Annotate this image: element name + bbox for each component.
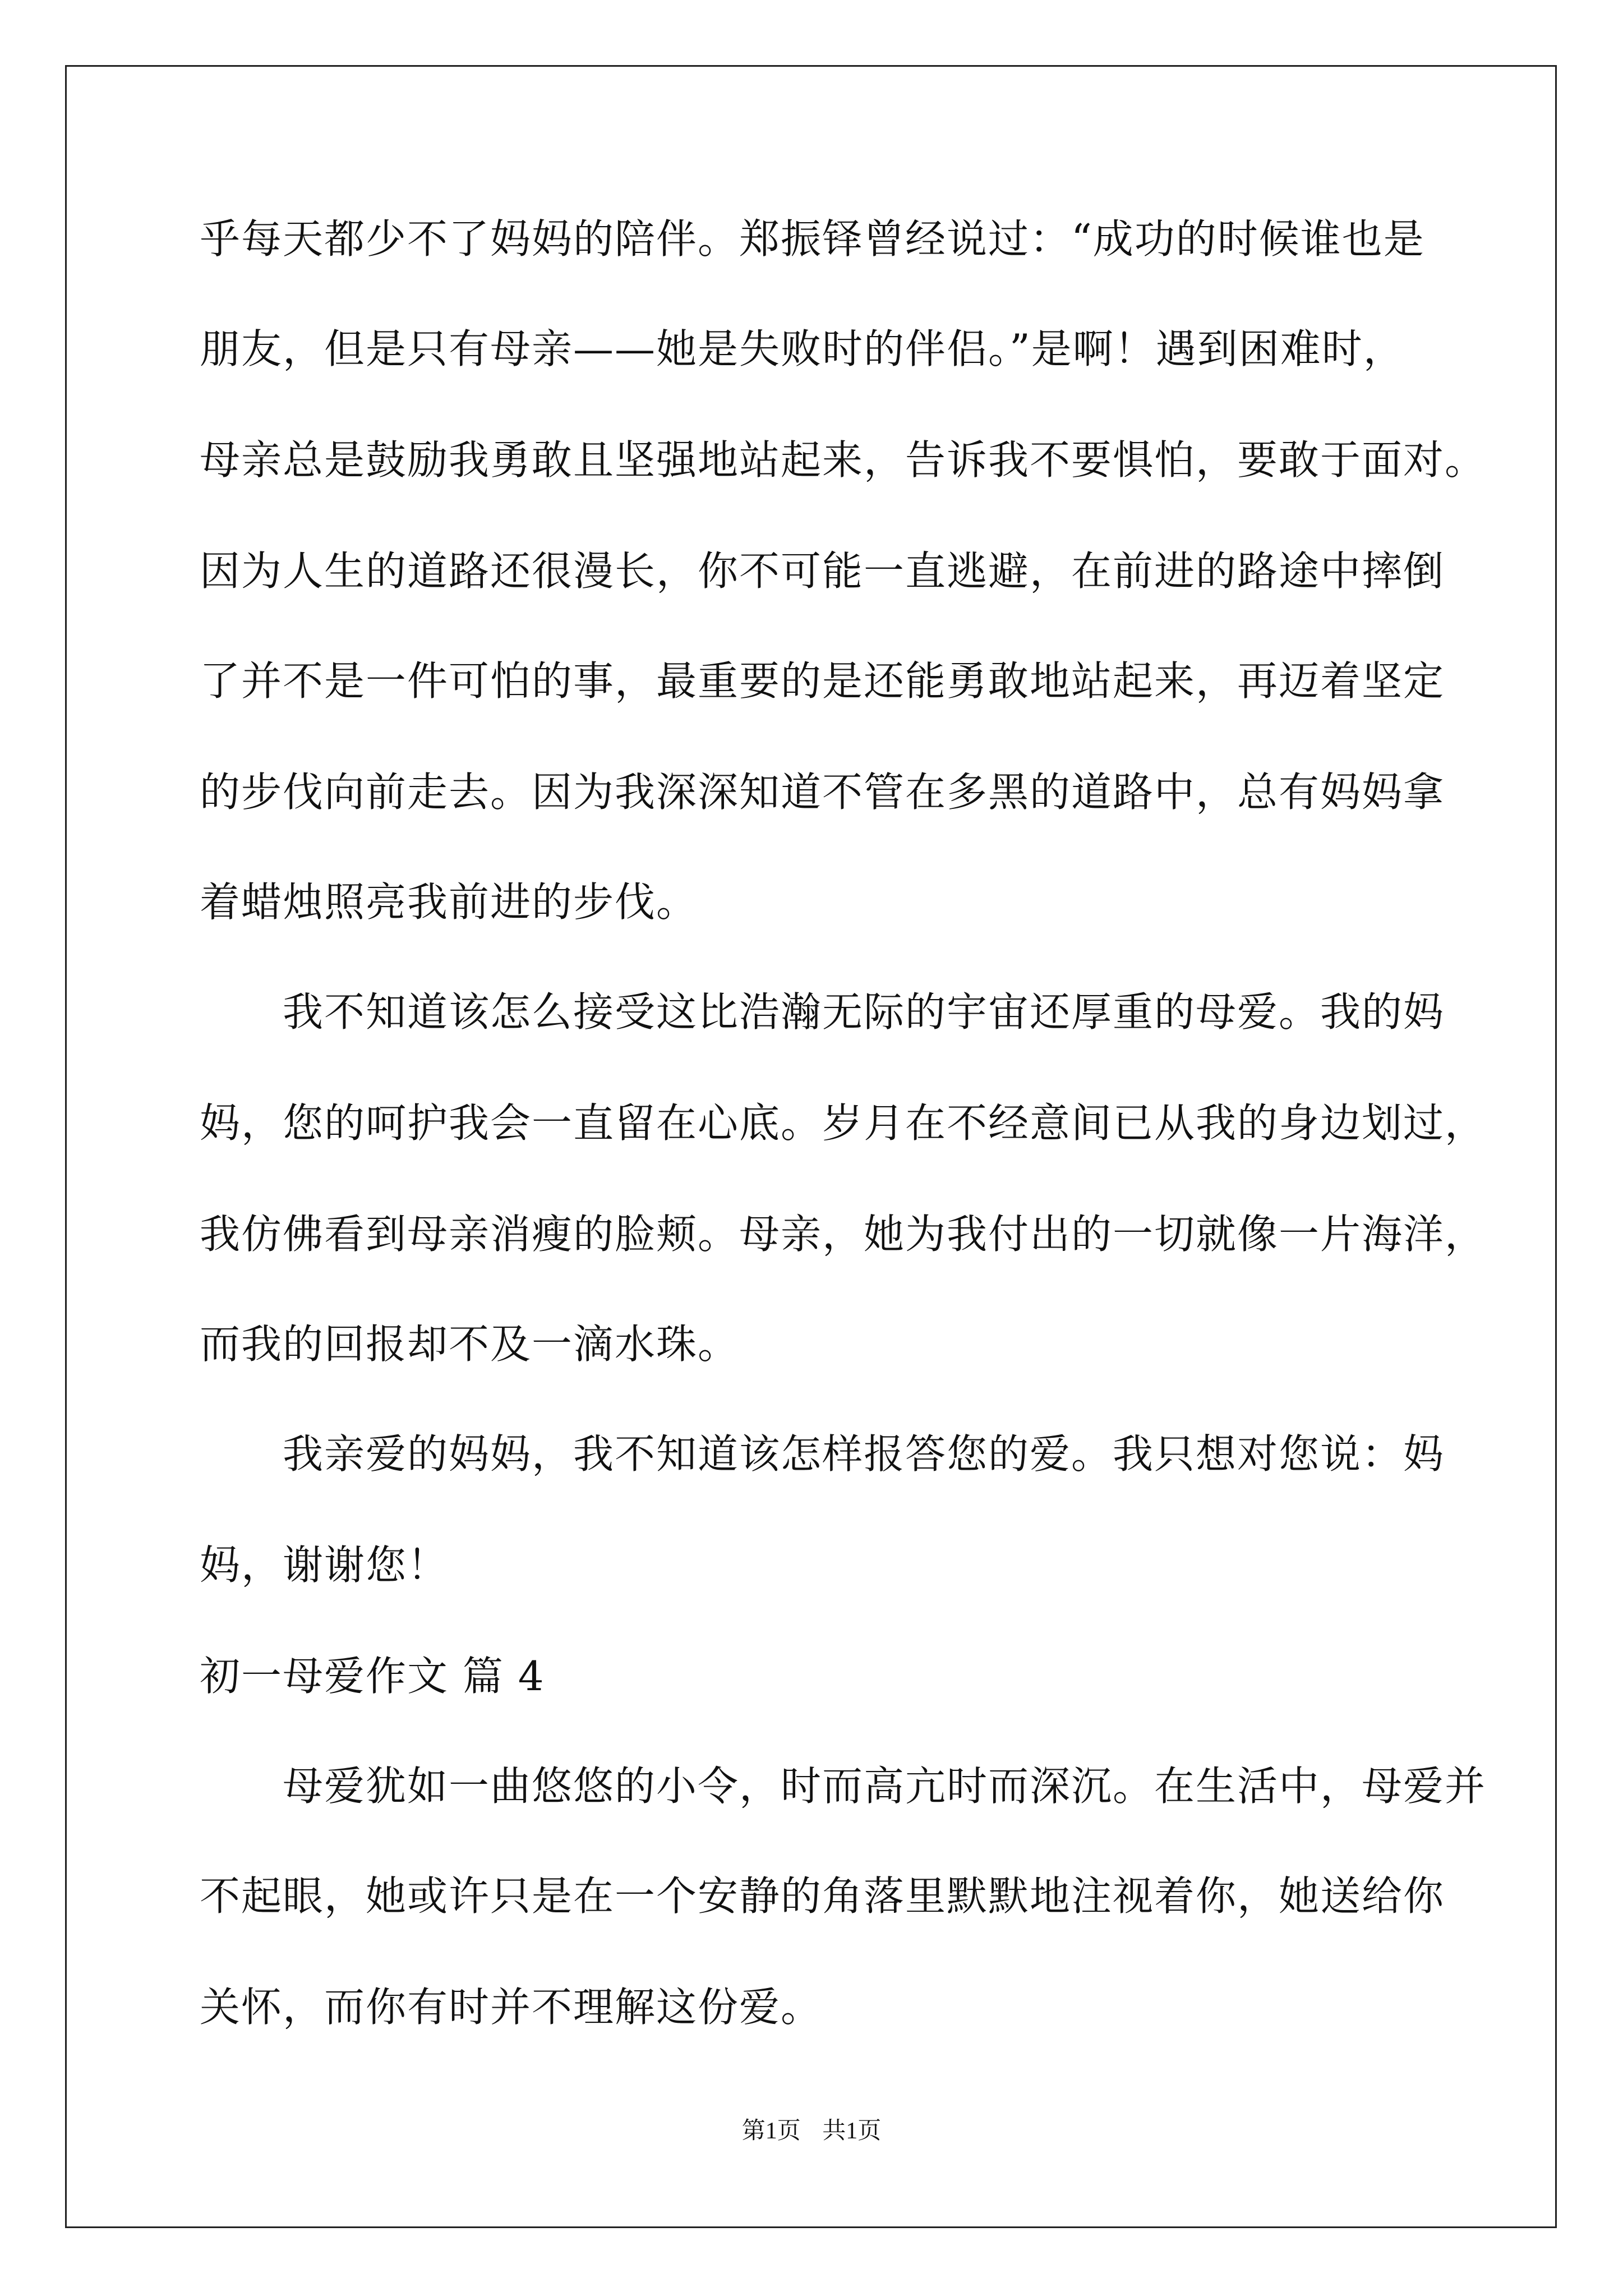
page-footer — [0, 2119, 1623, 2143]
text-line: 妈，谢谢您！ — [200, 1542, 449, 1589]
text-line: 了并不是一件可怕的事，最重要的是还能勇敢地站起来，再迈着坚定 — [200, 657, 1445, 705]
text-line: 我仿佛看到母亲消瘦的脸颊。母亲，她为我付出的一切就像一片海洋， — [200, 1211, 1487, 1258]
text-line: 关怀，而你有时并不理解这份爱。 — [200, 1984, 823, 2031]
text-line: 我不知道该怎么接受这比浩瀚无际的宇宙还厚重的母爱。我的妈 — [283, 988, 1445, 1036]
section-heading: 初一母爱作文 篇 4 — [200, 1653, 545, 1700]
text-line: 不起眼，她或许只是在一个安静的角落里默默地注视着你，她送给你 — [200, 1872, 1445, 1920]
text-line: 的步伐向前走去。因为我深深知道不管在多黑的道路中，总有妈妈拿 — [200, 769, 1445, 816]
text-line: 我亲爱的妈妈，我不知道该怎样报答您的爱。我只想对您说：妈 — [283, 1430, 1445, 1478]
text-line: 着蜡烛照亮我前进的步伐。 — [200, 878, 698, 926]
text-line: 妈，您的呵护我会一直留在心底。岁月在不经意间已从我的身边划过， — [200, 1099, 1487, 1147]
page-number-total: 共1页 — [822, 2118, 882, 2144]
page-number-current: 第1页 — [741, 2118, 801, 2144]
text-line: 朋友，但是只有母亲——她是失败时的伴侣。”是啊！遇到困难时， — [200, 325, 1405, 372]
text-line: 母亲总是鼓励我勇敢且坚强地站起来，告诉我不要惧怕，要敢于面对。 — [200, 436, 1487, 484]
text-line: 而我的回报却不及一滴水珠。 — [200, 1320, 740, 1368]
text-line: 母爱犹如一曲悠悠的小令，时而高亢时而深沉。在生活中，母爱并 — [283, 1763, 1487, 1810]
text-line: 因为人生的道路还很漫长，你不可能一直逃避，在前进的路途中摔倒 — [200, 547, 1445, 595]
text-line: 乎每天都少不了妈妈的陪伴。郑振铎曾经说过：“成功的时候谁也是 — [200, 215, 1425, 263]
